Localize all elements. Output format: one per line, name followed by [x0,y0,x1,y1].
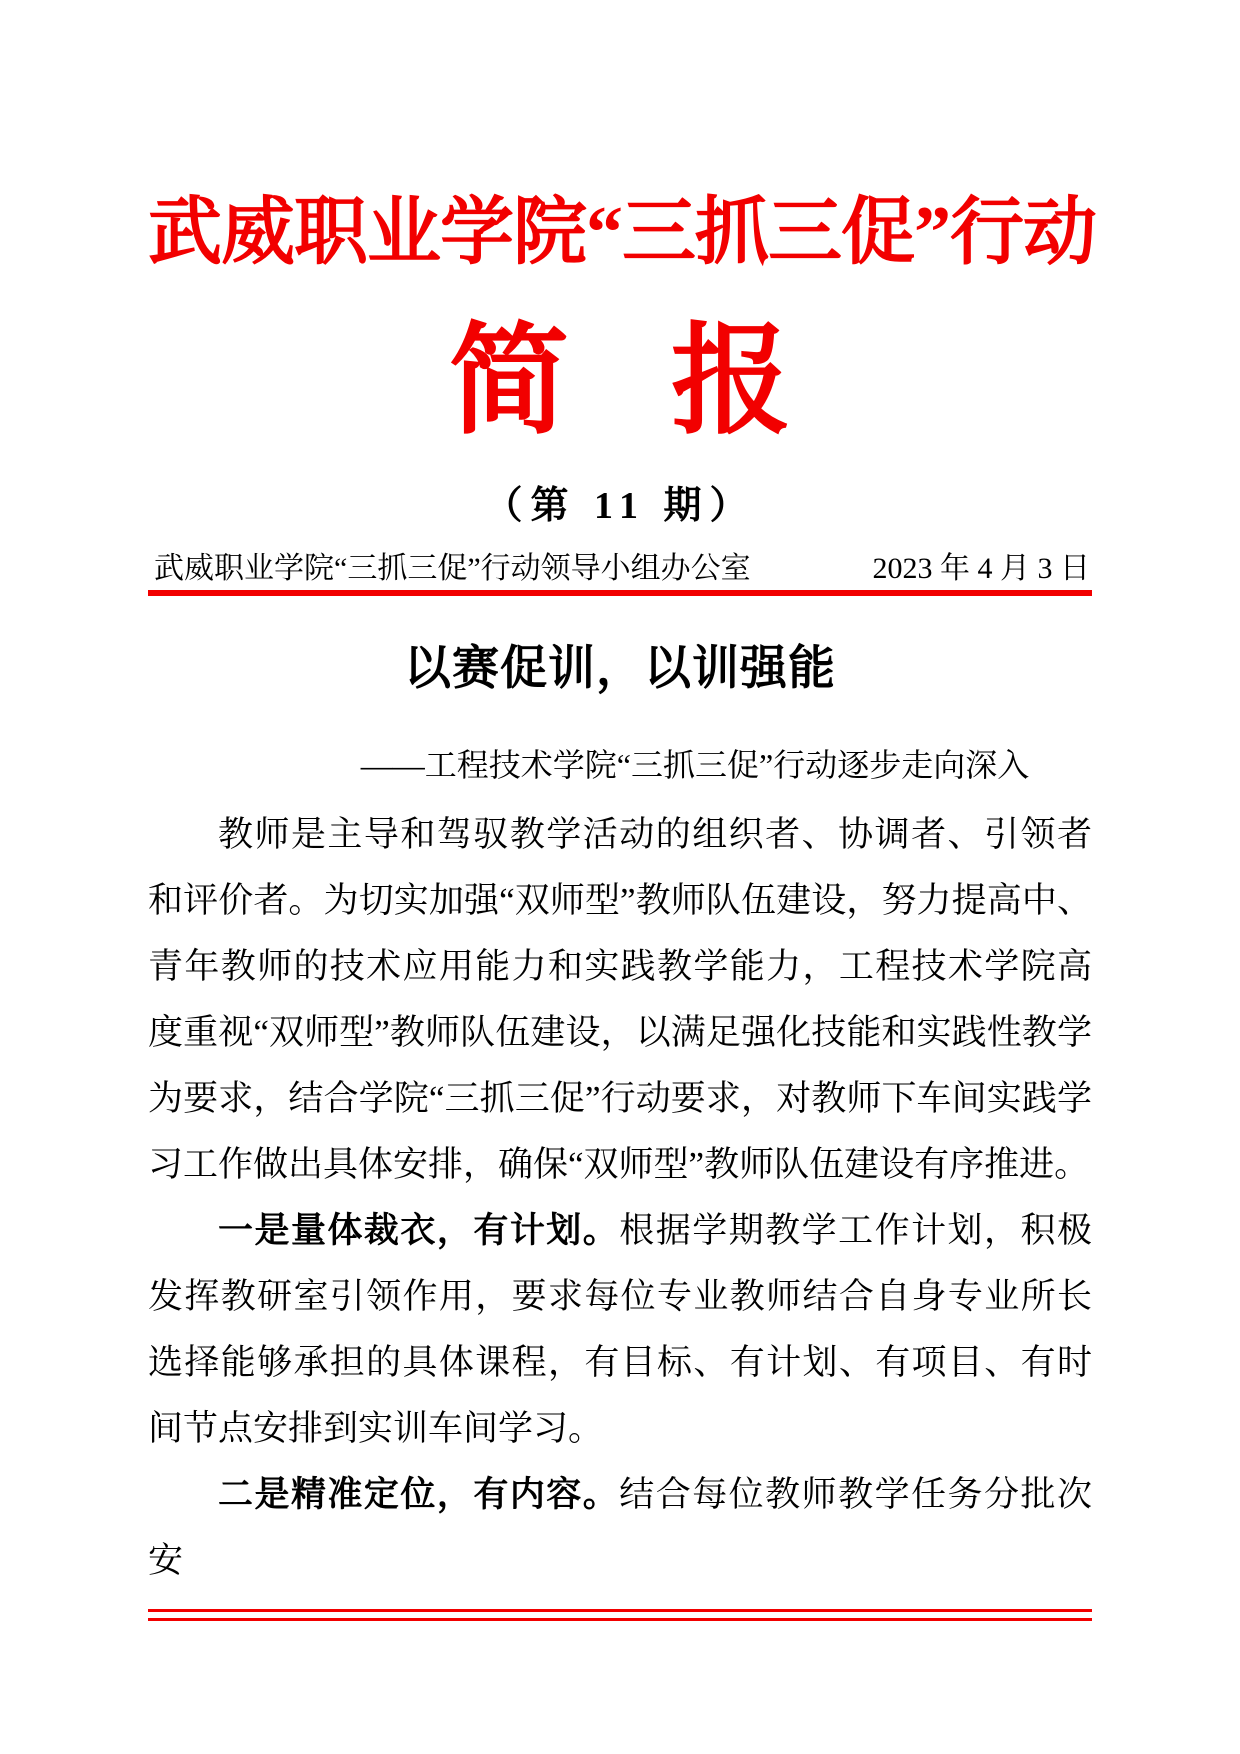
office-date-row [154,552,1090,586]
paragraph-text: 结合每位教师教学任务分批次安 [148,1475,1092,1580]
paragraph [148,1462,1092,1594]
article-subtitle: ——工程技术学院“三抓三促”行动逐步走向深入 [360,747,1030,783]
article-body [148,802,1092,1594]
paragraph [148,1198,1092,1462]
footer-double-red-rule [148,1609,1092,1621]
paragraph [148,802,1092,1198]
brief-char-left: 简 [449,315,569,448]
paragraph-text: 教师是主导和驾驭教学活动的组织者、协调者、引领者和评价者。为切实加强“双师型”教师队伍建设，努力提高中、青年教师的技术应用能力和实践教学能力，工程技术学院高度重视“双师型”教师队伍建设，以满足强化技能和实践性教学为要求，结合学院“三抓三促”行动要求，对教师下车间实践学习工作做出具体安排，确保“双师型”教师队伍建设有序推进。 [148,815,1092,1184]
paragraph-lead: 一是量体裁衣，有计划。 [218,1211,620,1250]
article-title: 以赛促训，以训强能 [404,643,836,695]
paragraph-text: 根据学期教学工作计划，积极发挥教研室引领作用，要求每位专业教师结合自身专业所长选择能够承担的具体课程，有目标、有计划、有项目、有时间节点安排到实训车间学习。 [148,1211,1092,1448]
issue-number: （第 11 期） [484,485,756,527]
footer-rule-bottom [148,1618,1092,1621]
brief-char-right: 报 [671,315,791,448]
issue-date: 2023 年 4 月 3 日 [872,552,1090,585]
issuing-office: 武威职业学院“三抓三促”行动领导小组办公室 [154,552,751,585]
masthead-brief-word [148,308,1092,456]
masthead-title: 武威职业学院“三抓三促”行动 [148,192,1096,274]
paragraph-lead: 二是精准定位，有内容。 [218,1475,620,1514]
header-red-rule [148,590,1092,596]
